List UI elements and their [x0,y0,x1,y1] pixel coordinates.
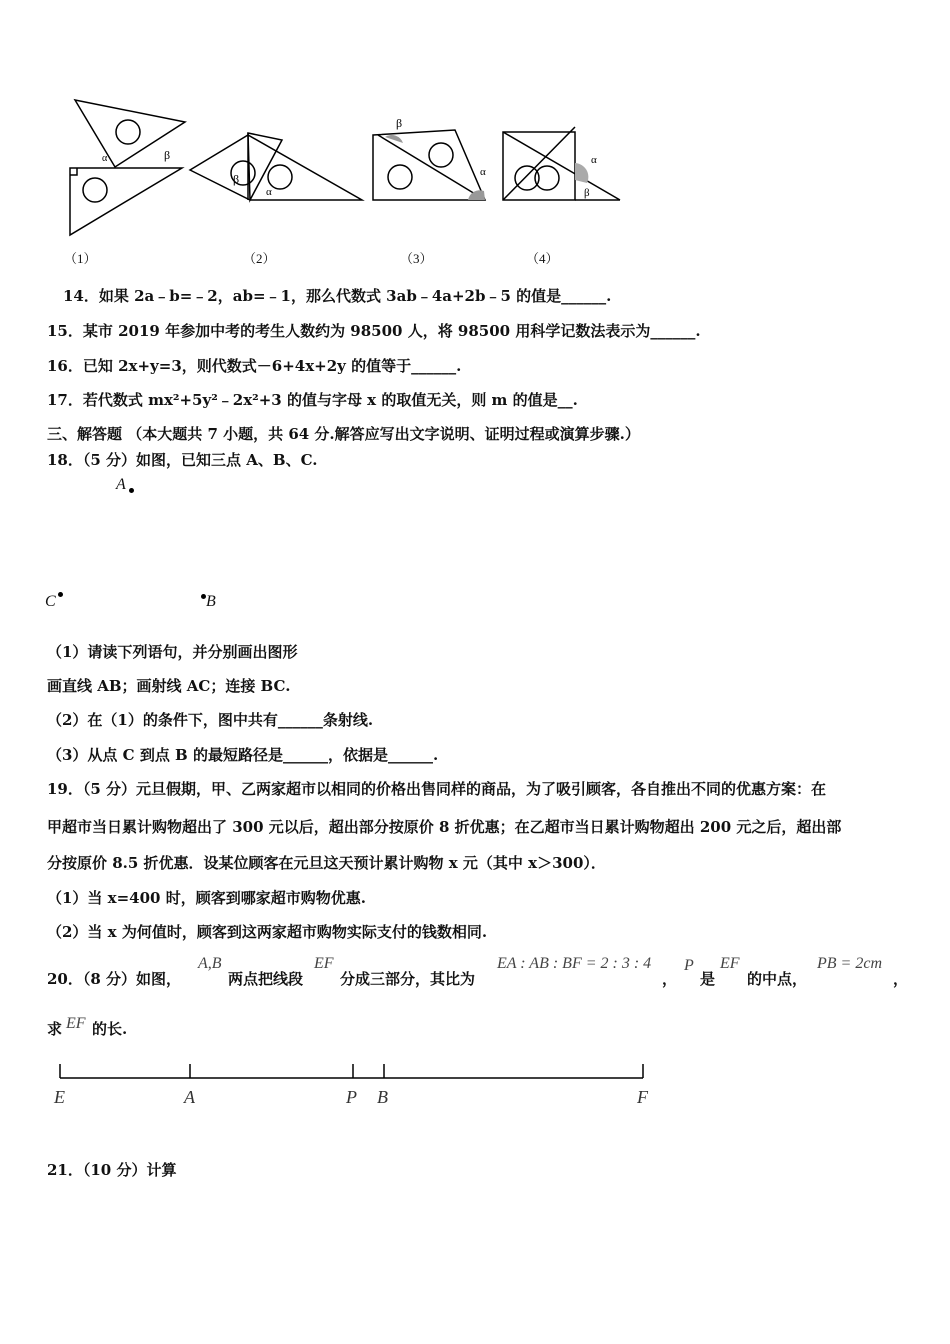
figure-2-caption: （2） [243,251,276,266]
question-18-title: 18．（5 分）如图，已知三点 A、B、C. [47,451,318,469]
fig4-alpha: α [591,154,597,166]
q20-line-2-prefix: 求 [47,1020,63,1038]
question-18-part-3: （3）从点 C 到点 B 的最短路径是______，依据是______. [47,746,439,764]
fig1-alpha: α [102,153,108,164]
point-c-dot [58,592,63,597]
fig3-angle-beta [385,135,403,143]
segment-label-a: A [184,1087,195,1107]
question-21: 21．（10 分）计算 [47,1161,177,1179]
question-17: 17．若代数式 mx²+5y²﹣2x²+3 的值与字母 x 的取值无关，则 m 的值是__. [47,391,578,409]
fig3-beta: β [396,116,403,130]
q20-math-ef-1: EF [314,955,334,972]
q20-math-ratio: EA : AB : BF = 2 : 3 : 4 [497,955,652,972]
fig4-angle [575,163,588,183]
segment-label-e: E [54,1087,65,1107]
q20-text-2: 分成三部分，其比为 [340,970,476,988]
question-19-part-1: （1）当 x=400 时，顾客到哪家超市购物优惠. [47,889,366,907]
figure-4-caption: （4） [526,251,559,266]
point-c-label: C [45,593,56,610]
question-15: 15．某市 2019 年参加中考的考生人数约为 98500 人，将 98500 用科学记数法表示为______. [47,322,701,340]
segment-label-b: B [377,1087,388,1107]
figure-1-caption: （1） [64,251,97,266]
segment-label-p: P [346,1087,357,1107]
figure-2 [190,133,362,200]
figure-4 [503,127,620,200]
figure-1 [70,100,185,235]
fig1-beta: β [164,148,171,162]
question-18-part-1-instructions: 画直线 AB；画射线 AC；连接 BC. [47,677,291,695]
q20-text-4: 的中点， [747,970,808,988]
point-a-dot [129,488,134,493]
question-18-part-1: （1）请读下列语句，并分别画出图形 [47,643,298,661]
question-18-part-2: （2）在（1）的条件下，图中共有______条射线. [47,711,374,729]
q20-math-ab: A,B [198,955,222,972]
q20-math-ef-2: EF [720,955,740,972]
question-19-part-2: （2）当 x 为何值时，顾客到这两家超市购物实际支付的钱数相同. [47,923,488,941]
question-19-line-1: 19．（5 分）元旦假期，甲、乙两家超市以相同的价格出售同样的商品，为了吸引顾客，各自推出不同的优惠方案：在 [47,780,827,798]
question-19-line-3: 分按原价 8.5 折优惠．设某位顾客在元旦这天预计累计购物 x 元（其中 x＞300）． [47,854,606,872]
q20-comma-2: ， [893,970,909,988]
question-19-line-2: 甲超市当日累计购物超出了 300 元以后，超出部分按原价 8 折优惠；在乙超市当日累计购物超出 200 元之后，超出部 [47,818,842,836]
segment-ef-figure [45,1058,665,1113]
section-3-heading: 三、解答题 （本大题共 7 小题，共 64 分.解答应写出文字说明、证明过程或演算步骤.） [47,425,640,443]
point-b-label: B [206,593,216,610]
q20-math-ef-3: EF [66,1015,86,1032]
question-14: 14．如果 2a﹣b=﹣2，ab=﹣1，那么代数式 3ab﹣4a+2b﹣5 的值是______. [63,287,612,305]
figure-3-caption: （3） [400,251,433,266]
q20-math-pb: PB = 2cm [817,955,882,972]
q20-text-1: 两点把线段 [228,970,304,988]
q20-comma-1: ， [662,970,678,988]
q20-line-2-suffix: 的长. [92,1020,128,1038]
fig2-alpha: α [266,186,272,198]
question-20-prefix: 20．（8 分）如图， [47,970,182,988]
fig4-beta: β [584,187,590,199]
segment-label-f: F [637,1087,648,1107]
q20-text-3: 是 [700,970,716,988]
question-16: 16．已知 2x+y=3，则代数式－6+4x+2y 的值等于______. [47,357,462,375]
fig3-alpha: α [480,166,486,178]
fig2-beta: β [233,172,240,186]
figure-3 [373,130,485,200]
q20-math-p: P [684,957,694,974]
point-a-label: A [116,476,126,493]
